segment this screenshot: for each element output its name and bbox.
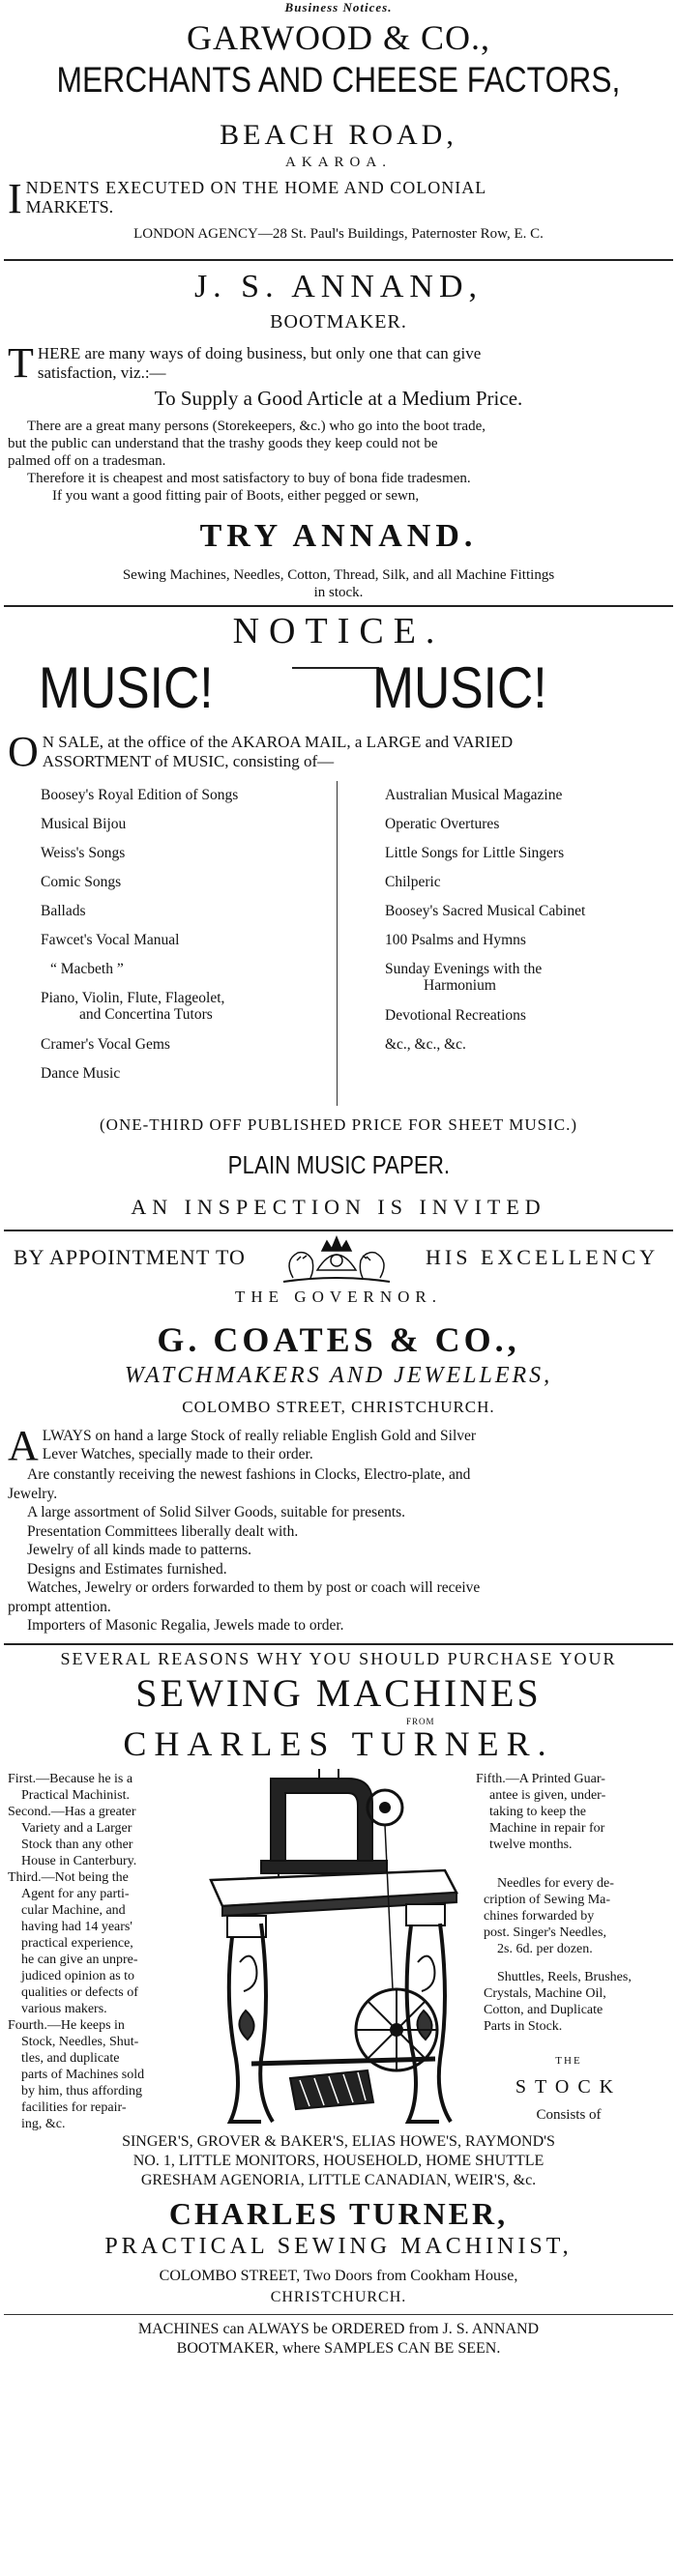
- para1-line3: palmed off on a tradesman.: [8, 453, 166, 469]
- list-item: Comic Songs: [41, 874, 122, 890]
- appointment-left: BY APPOINTMENT TO: [14, 1245, 246, 1269]
- music-right-text: MUSIC!: [372, 655, 547, 720]
- list-item: Operatic Overtures: [385, 816, 500, 832]
- turner-footer-name: CHARLES TURNER,: [168, 2196, 509, 2231]
- music-left-list: [41, 781, 331, 1088]
- sale-initial: O: [8, 728, 39, 775]
- list-item: Ballads: [41, 903, 86, 919]
- para1-line1: There are a great many persons (Storekeepers, &c.) who go into the boot trade,: [27, 419, 486, 434]
- coates-line: prompt attention.: [8, 1598, 111, 1615]
- garwood-agency: LONDON AGENCY—28 St. Paul's Buildings, Paternoster Row, E. C.: [133, 226, 544, 242]
- list-item: Sunday Evenings with the: [385, 961, 543, 977]
- garwood-indents: [8, 175, 673, 222]
- coates-governor: THE GOVERNOR.: [235, 1288, 442, 1306]
- sale-line2: ASSORTMENT of MUSIC, consisting of—: [42, 752, 335, 770]
- para3: If you want a good fitting pair of Boots, either pegged or sewn,: [52, 488, 420, 504]
- turner-bottom: [0, 2320, 677, 2359]
- music-headline-right: [372, 657, 653, 719]
- intro-line1: HERE are many ways of doing business, but only one that can give: [37, 344, 482, 362]
- turner-right-col-mid: [484, 1875, 673, 2035]
- reason-line: Cotton, and Duplicate: [484, 2003, 603, 2017]
- sewing-line1: Sewing Machines, Needles, Cotton, Thread, Silk, and all Machine Fittings: [122, 567, 555, 583]
- reason-line: Crystals, Machine Oil,: [484, 1986, 606, 2001]
- list-item: “ Macbeth ”: [50, 961, 124, 977]
- column-divider: [337, 781, 338, 1106]
- reason-line: House in Canterbury.: [21, 1854, 137, 1868]
- list-item: Harmonium: [424, 977, 496, 994]
- reason-line: Practical Machinist.: [21, 1788, 130, 1803]
- indents-line1: NDENTS EXECUTED ON THE HOME AND COLONIAL: [25, 178, 487, 197]
- para2: Therefore it is cheapest and most satisfactory to buy of bona fide tradesmen.: [27, 471, 471, 486]
- turner-footer-trade: PRACTICAL SEWING MACHINIST,: [104, 2234, 573, 2259]
- turner-right-col-top: [476, 1771, 669, 1853]
- annand-name: J. S. ANNAND,: [193, 269, 484, 304]
- divider: [4, 2314, 673, 2315]
- reason-line: various makers.: [21, 2002, 107, 2016]
- coates-line: Are constantly receiving the newest fashions in Clocks, Electro-plate, and: [27, 1466, 471, 1483]
- list-item: Piano, Violin, Flute, Flageolet,: [41, 990, 225, 1006]
- turner-footer-town: CHRISTCHURCH.: [270, 2289, 407, 2305]
- reason-line: tles, and duplicate: [21, 2051, 120, 2066]
- indents-line2: MARKETS.: [25, 197, 114, 217]
- coates-line: Designs and Estimates furnished.: [27, 1560, 227, 1577]
- turner-the: THE: [555, 2055, 582, 2067]
- list-item: 100 Psalms and Hymns: [385, 932, 526, 948]
- music-paper-text: PLAIN MUSIC PAPER.: [227, 1150, 450, 1179]
- list-item: Devotional Recreations: [385, 1007, 526, 1024]
- always-line1: LWAYS on hand a large Stock of really reliable English Gold and Silver: [42, 1428, 477, 1444]
- list-item: Musical Bijou: [41, 816, 127, 832]
- reason-line: Second.—Has a greater: [8, 1805, 136, 1819]
- reason-line: 2s. 6d. per dozen.: [497, 1942, 593, 1956]
- reason-line: Stock than any other: [21, 1838, 133, 1852]
- garwood-street: BEACH ROAD,: [220, 119, 457, 151]
- coates-lines: [8, 1465, 673, 1635]
- music-right-list: [385, 781, 675, 1059]
- coates-trade: WATCHMAKERS AND JEWELLERS,: [124, 1363, 553, 1388]
- turner-stock: STOCK: [515, 2076, 623, 2098]
- music-left-text: MUSIC!: [39, 655, 214, 720]
- annand-trade: BOOTMAKER.: [270, 311, 407, 333]
- reason-line: Variety and a Larger: [21, 1821, 132, 1836]
- makers-line1: SINGER'S, GROVER & BAKER'S, ELIAS HOWE'S, RAYMOND'S: [122, 2133, 555, 2150]
- reason-line: cription of Sewing Ma-: [484, 1893, 611, 1907]
- garwood-title: [0, 60, 677, 101]
- reason-line: parts of Machines sold: [21, 2068, 145, 2082]
- turner-name-banner: CHARLES TURNER.: [123, 1724, 554, 1763]
- reason-line: Fifth.—A Printed Guar-: [476, 1772, 605, 1786]
- royal-crest-icon: [274, 1231, 399, 1289]
- reason-line: Third.—Not being the: [8, 1870, 129, 1885]
- list-item: Australian Musical Magazine: [385, 787, 563, 803]
- indents-initial: I: [8, 175, 22, 222]
- bottom-line2: BOOTMAKER, where SAMPLES CAN BE SEEN.: [176, 2340, 501, 2357]
- list-item: Boosey's Royal Edition of Songs: [41, 787, 239, 803]
- reason-line: post. Singer's Needles,: [484, 1925, 606, 1940]
- turner-consists: Consists of: [536, 2107, 602, 2123]
- reason-line: cular Machine, and: [21, 1903, 126, 1918]
- list-item: Chilperic: [385, 874, 441, 890]
- reason-line: chines forwarded by: [484, 1909, 595, 1924]
- garwood-title-text: MERCHANTS AND CHEESE FACTORS,: [56, 60, 621, 100]
- reason-line: Parts in Stock.: [484, 2019, 563, 2034]
- reason-line: practical experience,: [21, 1936, 133, 1951]
- reason-line: antee is given, under-: [489, 1788, 606, 1803]
- reason-line: Shuttles, Reels, Brushes,: [497, 1970, 632, 1984]
- reason-line: Machine in repair for: [489, 1821, 605, 1836]
- coates-line: A large assortment of Solid Silver Goods, suitable for presents.: [27, 1504, 406, 1520]
- coates-line: Presentation Committees liberally dealt with.: [27, 1522, 299, 1540]
- list-item: and Concertina Tutors: [79, 1006, 213, 1023]
- coates-name: G. COATES & CO.,: [157, 1320, 520, 1359]
- makers-line2: NO. 1, LITTLE MONITORS, HOUSEHOLD, HOME SHUTTLE: [132, 2153, 545, 2169]
- reason-line: twelve months.: [489, 1838, 573, 1852]
- reason-line: Stock, Needles, Shut-: [21, 2035, 139, 2049]
- headline-bar: [292, 667, 379, 669]
- list-item: &c., &c., &c.: [385, 1036, 466, 1053]
- turner-reasons: SEVERAL REASONS WHY YOU SHOULD PURCHASE YOUR: [60, 1649, 617, 1668]
- list-item: Fawcet's Vocal Manual: [41, 932, 180, 948]
- sale-line1: N SALE, at the office of the AKAROA MAIL, a LARGE and VARIED: [42, 733, 514, 751]
- bottom-line1: MACHINES can ALWAYS be ORDERED from J. S. ANNAND: [137, 2321, 540, 2337]
- reason-line: having had 14 years': [21, 1920, 132, 1934]
- reason-line: First.—Because he is a: [8, 1772, 133, 1786]
- para1-line2: but the public can understand that the trashy goods they keep could not be: [8, 436, 438, 451]
- music-discount: (ONE-THIRD OFF PUBLISHED PRICE FOR SHEET MUSIC.): [100, 1115, 577, 1134]
- reason-line: Fourth.—He keeps in: [8, 2018, 125, 2033]
- reason-line: Agent for any parti-: [21, 1887, 130, 1901]
- annand-motto: To Supply a Good Article at a Medium Price.: [154, 387, 523, 410]
- list-item: Boosey's Sacred Musical Cabinet: [385, 903, 586, 919]
- reason-line: taking to keep the: [489, 1805, 586, 1819]
- music-notice: NOTICE.: [232, 611, 445, 651]
- coates-line: Jewelry of all kinds made to patterns.: [27, 1542, 252, 1558]
- coates-line: Importers of Masonic Regalia, Jewels made to order.: [27, 1617, 344, 1634]
- coates-street: COLOMBO STREET, CHRISTCHURCH.: [182, 1398, 495, 1416]
- turner-machines: SEWING MACHINES: [135, 1671, 542, 1715]
- annand-sewing: [0, 566, 677, 601]
- list-item: Little Songs for Little Singers: [385, 845, 565, 861]
- reason-line: judiced opinion as to: [21, 1969, 135, 1983]
- turner-footer-street: COLOMBO STREET, Two Doors from Cookham House,: [159, 2268, 518, 2284]
- list-item: Cramer's Vocal Gems: [41, 1036, 170, 1053]
- annand-try: TRY ANNAND.: [199, 518, 478, 554]
- makers-line3: GRESHAM AGENORIA, LITTLE CANADIAN, WEIR'S, &c.: [140, 2172, 537, 2188]
- garwood-town: AKAROA.: [285, 155, 392, 170]
- divider: [4, 259, 673, 261]
- divider: [4, 1643, 673, 1645]
- coates-always: [8, 1422, 673, 1469]
- annand-para1: [8, 418, 673, 505]
- garwood-name: GARWOOD & CO.,: [186, 18, 490, 57]
- turner-makers: [0, 2132, 677, 2190]
- music-headline-left: [39, 657, 290, 719]
- sewing-line2: in stock.: [313, 585, 364, 600]
- reason-line: by him, thus affording: [21, 2084, 142, 2098]
- music-paper: [0, 1150, 677, 1179]
- reason-line: qualities or defects of: [21, 1985, 138, 2000]
- divider: [4, 605, 673, 607]
- intro-line2: satisfaction, viz.:—: [37, 363, 166, 382]
- turner-from: FROM: [406, 1717, 435, 1726]
- section-header: Business Notices.: [284, 0, 393, 14]
- reason-line: ing, &c.: [21, 2117, 66, 2131]
- always-line2: Lever Watches, specially made to their order.: [42, 1446, 313, 1462]
- coates-line: Watches, Jewelry or orders forwarded to them by post or coach will receive: [27, 1579, 481, 1596]
- reason-line: facilities for repair-: [21, 2100, 127, 2115]
- music-sale: [8, 728, 673, 775]
- reason-line: Needles for every de-: [497, 1876, 614, 1891]
- music-inspection: AN INSPECTION IS INVITED: [131, 1195, 546, 1219]
- list-item: Dance Music: [41, 1065, 121, 1082]
- always-initial: A: [8, 1422, 39, 1469]
- appointment-right: HIS EXCELLENCY: [426, 1245, 660, 1269]
- coates-line: Jewelry.: [8, 1485, 58, 1502]
- list-item: Weiss's Songs: [41, 845, 126, 861]
- annand-intro: [8, 339, 673, 387]
- reason-line: he can give an unpre-: [21, 1953, 138, 1967]
- turner-left-col: [8, 1771, 201, 2132]
- intro-initial: T: [8, 339, 34, 387]
- sewing-machine-icon: [203, 1769, 459, 2136]
